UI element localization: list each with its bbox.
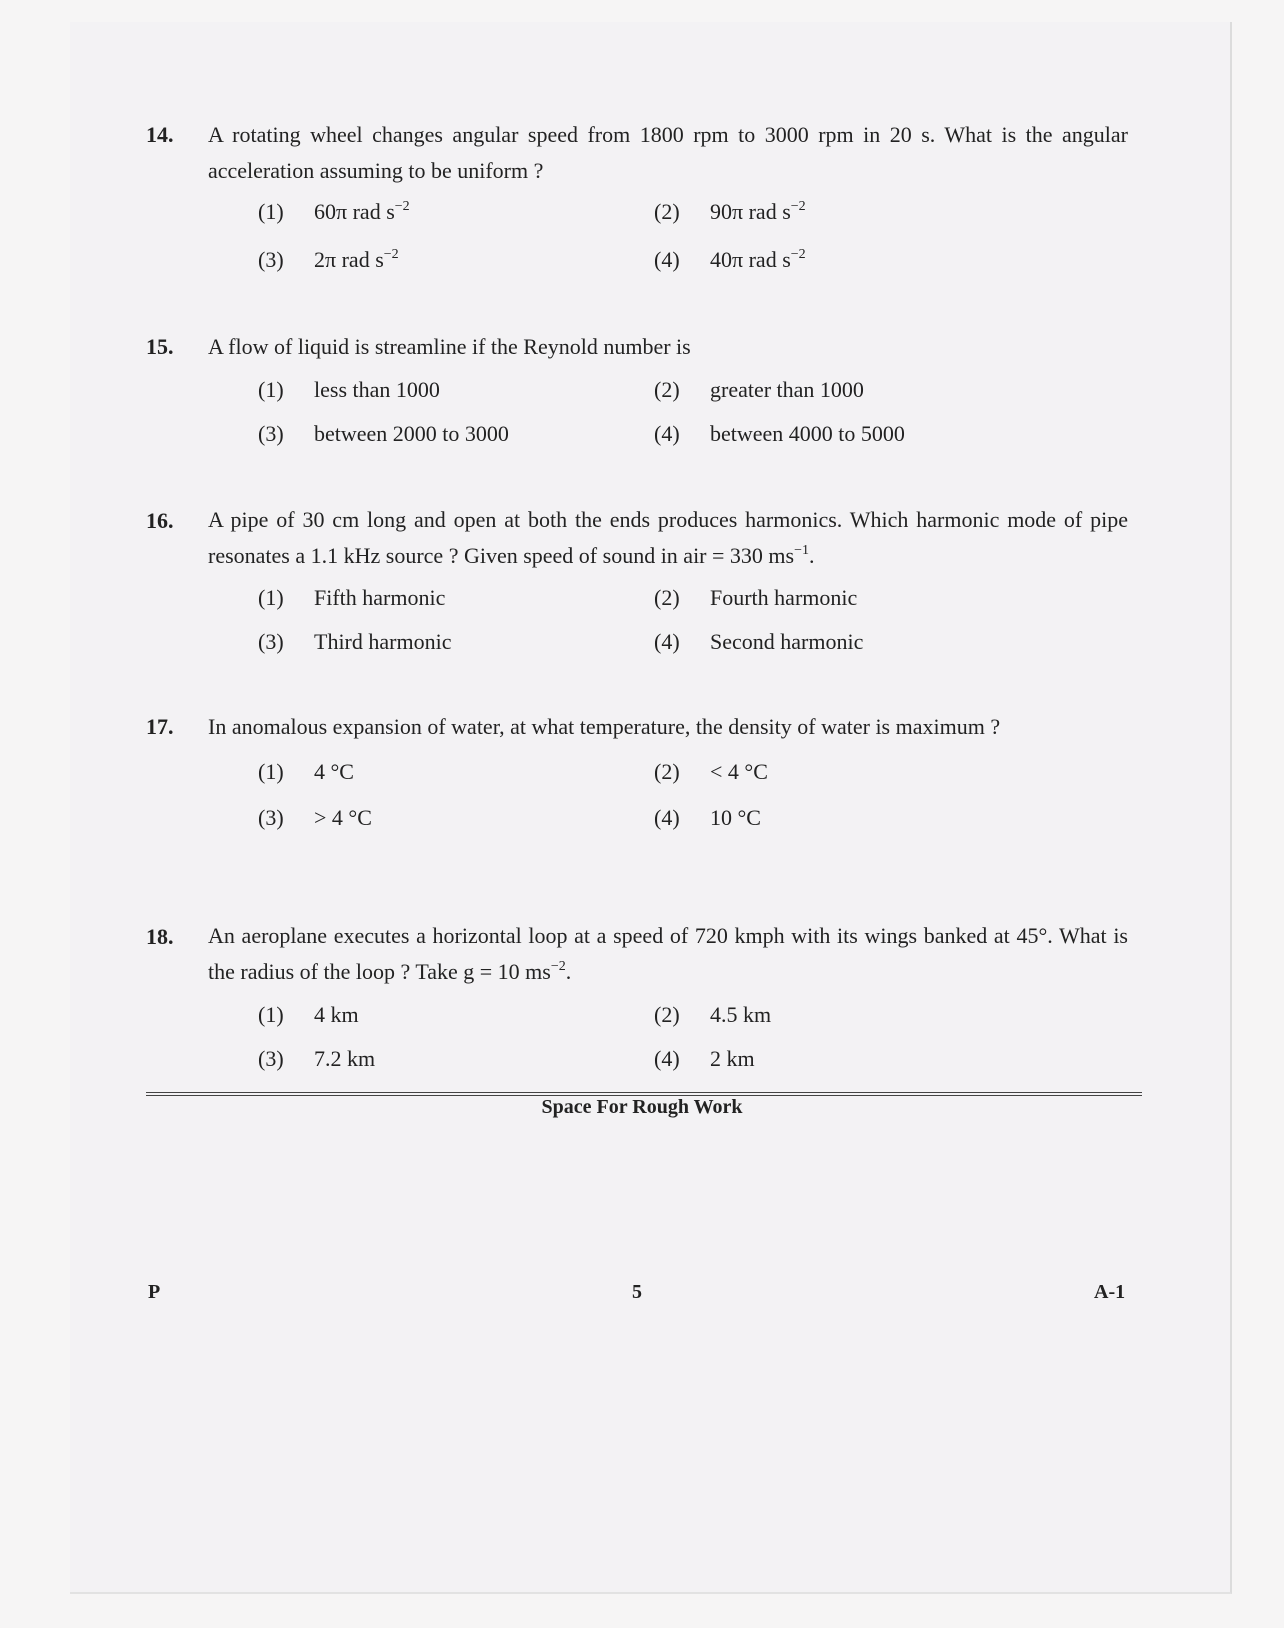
question-number: 17.: [146, 714, 174, 739]
footer-right: A-1: [1094, 1281, 1126, 1303]
footer-left: P: [148, 1281, 161, 1303]
question-number: 14.: [146, 122, 174, 147]
page-sheet: [70, 22, 1232, 1594]
question-text: A rotating wheel changes angular speed from 1800 rpm to 3000 rpm in 20 s. What is the angular acceleration assuming to be uniform ?: [208, 122, 1128, 183]
question-number: 18.: [146, 924, 174, 949]
question-text: An aeroplane executes a horizontal loop at a speed of 720 kmph with its wings banked at 45°. What is the radius of the loop ? Take g = 10 $ms^{-2}$.: [208, 923, 1128, 984]
question-text: In anomalous expansion of water, at what temperature, the density of water is maximum ?: [208, 714, 1001, 739]
rough-work-label: Space For Rough Work: [541, 1096, 743, 1118]
question-number: 16.: [146, 508, 174, 533]
question-text: A pipe of 30 cm long and open at both the ends produces harmonics. Which harmonic mode of pipe resonates a 1.1 kHz source ? Given speed of sound in air = 330 $ms^{-1}$.: [208, 507, 1128, 568]
page-number: 5: [632, 1281, 642, 1303]
question-number: 15.: [146, 334, 174, 359]
question-text: A flow of liquid is streamline if the Reynold number is: [208, 334, 691, 359]
